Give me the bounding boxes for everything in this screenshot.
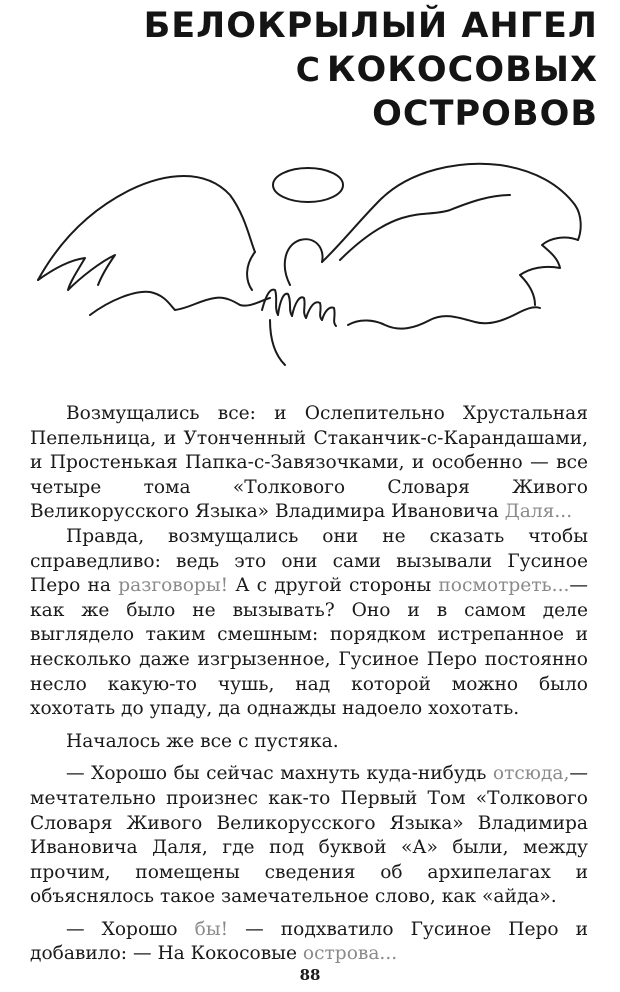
paragraph-5-faded-2: острова... (302, 943, 398, 965)
chapter-title-line-3: ОСТРОВОВ (372, 94, 598, 134)
paragraph-5-part-b: — подхватило Гусиное Перо и добавило: — На Кокосовые (30, 918, 588, 965)
paragraph-4-faded: отсюда, (492, 763, 570, 785)
paragraph-5-faded-1: бы! (194, 918, 229, 940)
paragraph-5-part-a: — Хорошо (66, 918, 178, 940)
body-text (30, 402, 588, 967)
paragraph-2-part-a: Правда, возмущались они не сказать чтобы справедливо: ведь это они сами вызывали Гусиное Перо на (30, 525, 588, 597)
paragraph-1 (30, 402, 588, 525)
paragraph-4-part-b: — мечтательно произнес как-то Первый Том «Толкового Словаря Живого Великорусского Языка» Владимира Ивановича Даля, где под буквой «А» были, между прочим, помещены сведения об архипелагах и объяснялось такое замечательное слово, как «айда». (30, 763, 588, 908)
paragraph-1-text: Возмущались все: и Ослепительно Хрустальная Пепельница, и Утонченный Стаканчик-с-Карандашами, и Простенькая Папка-с-Завязочками, и особенно — все четыре тома «Толкового Словаря Живого Великорусского Языка» Владимира Ивановича (30, 403, 588, 523)
chapter-title-word: КОКОСОВЫХ (326, 50, 598, 90)
chapter-title-line-2 (144, 48, 598, 92)
paragraph-1-faded-word: Даля... (504, 501, 573, 523)
paragraph-3: Началось же все с пустяка. (66, 730, 339, 752)
page-number: 88 (299, 966, 321, 984)
chapter-title (144, 4, 598, 136)
chapter-title-line-1: БЕЛОКРЫЛЫЙ АНГЕЛ (143, 6, 598, 46)
paragraph-5 (30, 918, 588, 967)
paragraph-2-faded-1: разговоры! (118, 575, 229, 597)
paragraph-4 (30, 762, 588, 910)
winged-angel-drawing-icon (30, 140, 600, 380)
paragraph-2 (30, 525, 588, 722)
paragraph-2-part-c: — как же было не вызывать? Оно и в самом деле выглядело таким смешным: порядком истрепанное и несколько даже изгрызенное, Гусиное Перо постоянно несло какую-то чушь, над которой можно было хохотать до упаду, да однажды надоело хохотать. (30, 575, 588, 720)
chapter-title-preposition: С (295, 50, 321, 89)
angel-illustration (30, 140, 600, 380)
paragraph-2-faded-2: посмотреть... (438, 575, 570, 597)
paragraph-4-part-a: — Хорошо бы сейчас махнуть куда-нибудь (66, 763, 487, 785)
paragraph-2-part-b: А с другой стороны (235, 575, 432, 597)
